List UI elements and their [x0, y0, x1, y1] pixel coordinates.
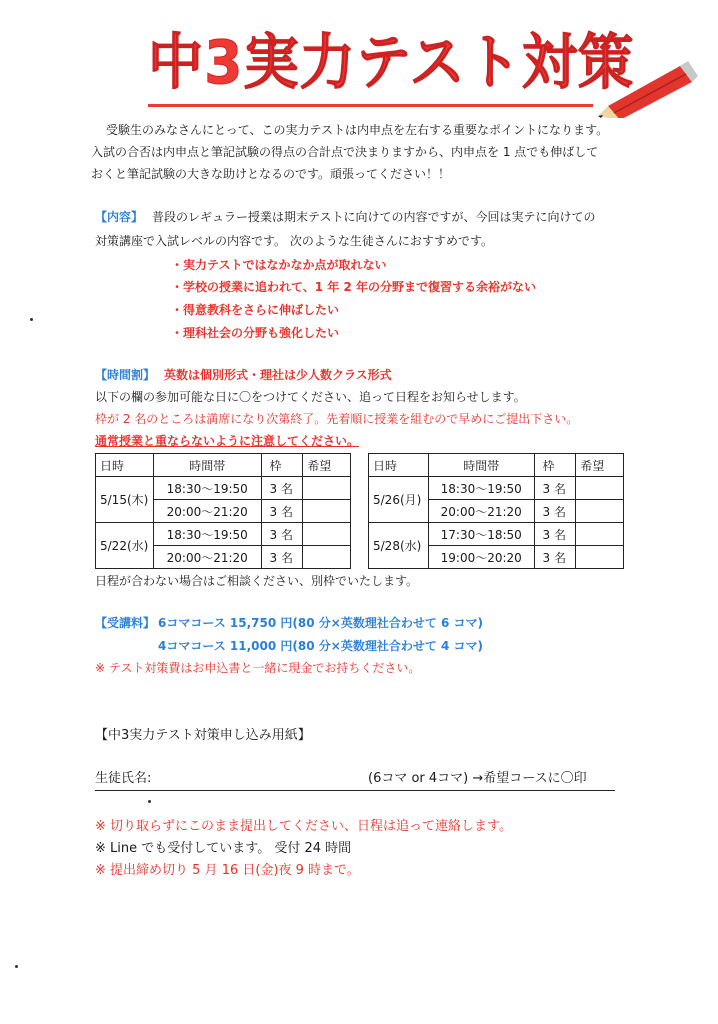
header-wish: 希望: [576, 454, 624, 477]
content-line-2: 対策講座で入試レベルの内容です。 次のような生徒さんにおすすめです。: [95, 234, 494, 248]
schedule-date: 5/28(水): [369, 523, 429, 569]
content-line-1: 普段のレギュラー授業は期末テストに向けての内容ですが、今回は実テに向けての: [152, 210, 596, 224]
header-wish: 希望: [303, 454, 351, 477]
schedule-cap: 3 名: [261, 546, 303, 569]
header-time: 時間帯: [153, 454, 261, 477]
wish-cell[interactable]: [576, 500, 624, 523]
form-note: ※ Line でも受付しています。 受付 24 時間: [95, 841, 352, 856]
header-date: 日時: [96, 454, 154, 477]
fee-note: ※ テスト対策費はお申込書と一緒に現金でお持ちください。: [95, 661, 421, 675]
schedule-date: 5/15(木): [96, 477, 154, 523]
intro-line-1: 受験生のみなさんにとって、この実力テストは内申点を左右する重要なポイントになります。: [106, 123, 609, 137]
timetable-format: 英数は個別形式・理社は少人数クラス形式: [164, 368, 392, 382]
timetable-warning: 通常授業と重ならないように注意してください。: [95, 434, 360, 448]
wish-cell[interactable]: [303, 546, 351, 569]
schedule-time: 17:30〜18:50: [428, 523, 534, 546]
form-note: ※ 提出締め切り 5 月 16 日(金)夜 9 時まで。: [95, 863, 360, 878]
wish-cell[interactable]: [576, 523, 624, 546]
student-name-label: 生徒氏名:: [95, 771, 152, 786]
schedule-cap: 3 名: [261, 477, 303, 500]
intro-line-3: おくと筆記試験の大きな助けとなるのです。頑張ってください！！: [91, 167, 451, 181]
schedule-time: 20:00〜21:20: [153, 500, 261, 523]
timetable-instruction: 以下の欄の参加可能な日に〇をつけてください、追って日程をお知らせします。: [95, 390, 526, 404]
schedule-time: 18:30〜19:50: [153, 477, 261, 500]
header-cap: 枠: [261, 454, 303, 477]
scan-speck: [30, 318, 33, 321]
wish-cell[interactable]: [576, 546, 624, 569]
fee-course-4: 4コマコース 11,000 円(80 分×英数理社合わせて 4 コマ): [158, 639, 484, 653]
course-choice: (6コマ or 4コマ) →希望コースに〇印: [368, 771, 587, 786]
schedule-after-note: 日程が合わない場合はご相談ください、別枠でいたします。: [95, 574, 419, 588]
wish-cell[interactable]: [576, 477, 624, 500]
form-note: ※ 切り取らずにこのまま提出してください、日程は追って連絡します。: [95, 819, 512, 834]
content-bullet: ・実力テストではなかなか点が取れない: [171, 258, 387, 272]
form-heading: 【中3実力テスト対策申し込み用紙】: [95, 728, 311, 743]
page-title: 中3実力テスト対策: [148, 28, 635, 98]
intro-line-2: 入試の合否は内申点と筆記試験の得点の合計点で決まりますから、内申点を 1 点でも伸ばして: [91, 145, 599, 159]
schedule-time: 18:30〜19:50: [428, 477, 534, 500]
schedule-cap: 3 名: [534, 546, 576, 569]
title-underline: [148, 104, 593, 107]
fee-tag: 【受講料】: [95, 616, 156, 630]
content-bullet: ・理科社会の分野も強化したい: [171, 326, 340, 340]
scan-speck: [15, 965, 18, 968]
schedule-time: 20:00〜21:20: [428, 500, 534, 523]
timetable-tag: 【時間割】: [95, 368, 156, 382]
scan-speck: [148, 800, 151, 803]
content-bullet: ・学校の授業に追われて、1 年 2 年の分野まで復習する余裕がない: [171, 280, 536, 294]
schedule-table-left: [95, 453, 351, 569]
pencil-icon: [590, 58, 700, 118]
wish-cell[interactable]: [303, 477, 351, 500]
header-time: 時間帯: [428, 454, 534, 477]
header-cap: 枠: [534, 454, 576, 477]
schedule-time: 20:00〜21:20: [153, 546, 261, 569]
fee-course-6: 6コマコース 15,750 円(80 分×英数理社合わせて 6 コマ): [158, 616, 484, 630]
student-name-field[interactable]: [95, 790, 615, 791]
schedule-time: 18:30〜19:50: [153, 523, 261, 546]
content-tag: 【内容】: [95, 210, 144, 224]
schedule-cap: 3 名: [534, 523, 576, 546]
schedule-date: 5/26(月): [369, 477, 429, 523]
schedule-cap: 3 名: [261, 523, 303, 546]
content-bullet: ・得意教科をさらに伸ばしたい: [171, 303, 340, 317]
header-date: 日時: [369, 454, 429, 477]
schedule-date: 5/22(水): [96, 523, 154, 569]
schedule-table-right: [368, 453, 624, 569]
timetable-notice: 枠が 2 名のところは満席になり次第終了。先着順に授業を組むので早めにご提出下さい。: [95, 412, 579, 426]
wish-cell[interactable]: [303, 500, 351, 523]
schedule-cap: 3 名: [534, 500, 576, 523]
schedule-time: 19:00〜20:20: [428, 546, 534, 569]
schedule-cap: 3 名: [261, 500, 303, 523]
schedule-cap: 3 名: [534, 477, 576, 500]
wish-cell[interactable]: [303, 523, 351, 546]
